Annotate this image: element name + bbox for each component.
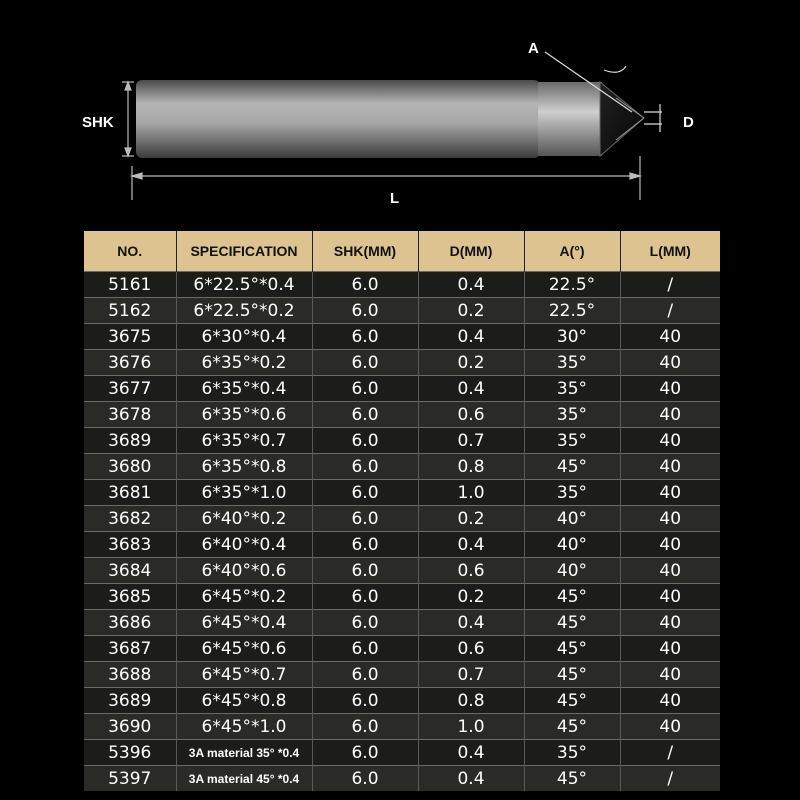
- shk-dimension-line: [122, 82, 134, 156]
- header-shk: SHK(MM): [312, 231, 418, 272]
- cell-shk: 6.0: [312, 454, 418, 480]
- cell-angle: 45°: [524, 662, 620, 688]
- table-row: [84, 610, 720, 636]
- angle-label: A: [528, 40, 539, 57]
- cell-no: 3676: [84, 350, 176, 376]
- table-row: [84, 506, 720, 532]
- cell-shk: 6.0: [312, 350, 418, 376]
- cell-length: 40: [620, 428, 720, 454]
- cell-no: 3684: [84, 558, 176, 584]
- cell-no: 3682: [84, 506, 176, 532]
- cell-d: 0.2: [418, 506, 524, 532]
- cell-specification: 6*40°*0.6: [176, 558, 312, 584]
- cell-no: 3680: [84, 454, 176, 480]
- cell-specification: 6*35°*0.4: [176, 376, 312, 402]
- cell-shk: 6.0: [312, 688, 418, 714]
- cell-length: 40: [620, 714, 720, 740]
- cell-length: 40: [620, 376, 720, 402]
- table-row: [84, 584, 720, 610]
- cell-d: 0.8: [418, 688, 524, 714]
- cell-angle: 40°: [524, 506, 620, 532]
- cell-shk: 6.0: [312, 714, 418, 740]
- cell-specification: 6*35°*0.8: [176, 454, 312, 480]
- header-length: L(MM): [620, 231, 720, 272]
- cell-d: 0.2: [418, 350, 524, 376]
- cell-specification: 6*35°*0.7: [176, 428, 312, 454]
- cell-specification: 6*35°*1.0: [176, 480, 312, 506]
- cell-angle: 22.5°: [524, 298, 620, 324]
- cell-length: /: [620, 740, 720, 766]
- cell-no: 3685: [84, 584, 176, 610]
- cell-angle: 45°: [524, 714, 620, 740]
- cell-specification: 3A material 45° *0.4: [176, 766, 312, 792]
- cell-d: 0.4: [418, 532, 524, 558]
- cell-length: 40: [620, 636, 720, 662]
- cell-specification: 6*45°*0.4: [176, 610, 312, 636]
- cell-length: 40: [620, 610, 720, 636]
- table-row: [84, 766, 720, 792]
- cell-d: 0.6: [418, 636, 524, 662]
- cell-angle: 35°: [524, 376, 620, 402]
- cell-length: 40: [620, 480, 720, 506]
- cell-shk: 6.0: [312, 324, 418, 350]
- table-row: [84, 428, 720, 454]
- cell-no: 3688: [84, 662, 176, 688]
- cell-angle: 35°: [524, 402, 620, 428]
- cell-shk: 6.0: [312, 376, 418, 402]
- shank-label: SHK: [82, 114, 114, 131]
- cell-specification: 6*45°*0.2: [176, 584, 312, 610]
- table-header-row: [84, 231, 720, 272]
- cell-shk: 6.0: [312, 428, 418, 454]
- cell-angle: 35°: [524, 428, 620, 454]
- cell-shk: 6.0: [312, 610, 418, 636]
- cell-shk: 6.0: [312, 662, 418, 688]
- tool-head: [538, 82, 602, 156]
- cell-d: 0.4: [418, 324, 524, 350]
- cell-angle: 45°: [524, 610, 620, 636]
- cell-shk: 6.0: [312, 584, 418, 610]
- cell-d: 0.4: [418, 376, 524, 402]
- cell-shk: 6.0: [312, 402, 418, 428]
- cell-shk: 6.0: [312, 480, 418, 506]
- cell-angle: 45°: [524, 636, 620, 662]
- cell-d: 0.8: [418, 454, 524, 480]
- header-no: NO.: [84, 231, 176, 272]
- table-row: [84, 662, 720, 688]
- cell-angle: 45°: [524, 454, 620, 480]
- cell-shk: 6.0: [312, 558, 418, 584]
- cell-angle: 35°: [524, 480, 620, 506]
- table-row: [84, 324, 720, 350]
- cell-specification: 6*45°*0.7: [176, 662, 312, 688]
- diameter-label: D: [683, 114, 694, 131]
- cell-length: 40: [620, 662, 720, 688]
- cell-no: 5161: [84, 272, 176, 298]
- cell-no: 3677: [84, 376, 176, 402]
- cell-no: 5396: [84, 740, 176, 766]
- cell-shk: 6.0: [312, 298, 418, 324]
- cell-no: 3689: [84, 428, 176, 454]
- cell-length: 40: [620, 350, 720, 376]
- cell-angle: 22.5°: [524, 272, 620, 298]
- cell-d: 1.0: [418, 480, 524, 506]
- cell-specification: 6*45°*0.8: [176, 688, 312, 714]
- cell-length: /: [620, 272, 720, 298]
- cell-specification: 6*40°*0.4: [176, 532, 312, 558]
- cell-shk: 6.0: [312, 636, 418, 662]
- header-specification: SPECIFICATION: [176, 231, 312, 272]
- cell-length: 40: [620, 584, 720, 610]
- header-d: D(MM): [418, 231, 524, 272]
- cell-no: 5162: [84, 298, 176, 324]
- table-row: [84, 376, 720, 402]
- cell-angle: 35°: [524, 350, 620, 376]
- cell-no: 3683: [84, 532, 176, 558]
- table-row: [84, 298, 720, 324]
- length-label: L: [390, 190, 400, 207]
- table-row: [84, 532, 720, 558]
- cell-shk: 6.0: [312, 532, 418, 558]
- cell-d: 0.7: [418, 662, 524, 688]
- tool-diagram: [0, 0, 800, 225]
- cell-angle: 30°: [524, 324, 620, 350]
- cell-no: 3681: [84, 480, 176, 506]
- cell-d: 0.6: [418, 402, 524, 428]
- cell-angle: 45°: [524, 766, 620, 792]
- cell-specification: 6*22.5°*0.4: [176, 272, 312, 298]
- cell-length: 40: [620, 506, 720, 532]
- diameter-indicator: [644, 104, 662, 132]
- cell-no: 3690: [84, 714, 176, 740]
- specification-table: [84, 231, 720, 791]
- table-row: [84, 688, 720, 714]
- cell-no: 3686: [84, 610, 176, 636]
- cell-specification: 3A material 35° *0.4: [176, 740, 312, 766]
- cell-no: 5397: [84, 766, 176, 792]
- cell-d: 0.2: [418, 584, 524, 610]
- table-row: [84, 454, 720, 480]
- cell-no: 3687: [84, 636, 176, 662]
- cell-no: 3675: [84, 324, 176, 350]
- table-row: [84, 636, 720, 662]
- cell-specification: 6*22.5°*0.2: [176, 298, 312, 324]
- cell-specification: 6*35°*0.2: [176, 350, 312, 376]
- cell-length: /: [620, 766, 720, 792]
- cell-specification: 6*40°*0.2: [176, 506, 312, 532]
- cell-no: 3678: [84, 402, 176, 428]
- cell-angle: 35°: [524, 740, 620, 766]
- table-row: [84, 740, 720, 766]
- cell-specification: 6*30°*0.4: [176, 324, 312, 350]
- table-row: [84, 272, 720, 298]
- engraving-bit-drawing: [0, 0, 800, 225]
- tool-tip: [600, 82, 644, 156]
- cell-d: 0.7: [418, 428, 524, 454]
- table-row: [84, 558, 720, 584]
- cell-length: /: [620, 298, 720, 324]
- cell-d: 0.2: [418, 298, 524, 324]
- cell-length: 40: [620, 688, 720, 714]
- cell-length: 40: [620, 558, 720, 584]
- table-row: [84, 480, 720, 506]
- cell-no: 3689: [84, 688, 176, 714]
- cell-shk: 6.0: [312, 506, 418, 532]
- cell-shk: 6.0: [312, 740, 418, 766]
- cell-d: 1.0: [418, 714, 524, 740]
- cell-d: 0.4: [418, 766, 524, 792]
- cell-d: 0.6: [418, 558, 524, 584]
- cell-length: 40: [620, 402, 720, 428]
- cell-angle: 45°: [524, 584, 620, 610]
- cell-shk: 6.0: [312, 272, 418, 298]
- cell-shk: 6.0: [312, 766, 418, 792]
- table-row: [84, 402, 720, 428]
- cell-d: 0.4: [418, 740, 524, 766]
- length-dimension-line: [132, 156, 640, 200]
- cell-length: 40: [620, 532, 720, 558]
- tool-shank: [136, 80, 540, 158]
- cell-length: 40: [620, 454, 720, 480]
- cell-angle: 40°: [524, 532, 620, 558]
- cell-specification: 6*45°*0.6: [176, 636, 312, 662]
- cell-d: 0.4: [418, 610, 524, 636]
- table-row: [84, 350, 720, 376]
- table-row: [84, 714, 720, 740]
- cell-specification: 6*45°*1.0: [176, 714, 312, 740]
- cell-length: 40: [620, 324, 720, 350]
- table-body: [84, 272, 720, 792]
- cell-specification: 6*35°*0.6: [176, 402, 312, 428]
- header-angle: A(°): [524, 231, 620, 272]
- cell-angle: 40°: [524, 558, 620, 584]
- cell-d: 0.4: [418, 272, 524, 298]
- cell-angle: 45°: [524, 688, 620, 714]
